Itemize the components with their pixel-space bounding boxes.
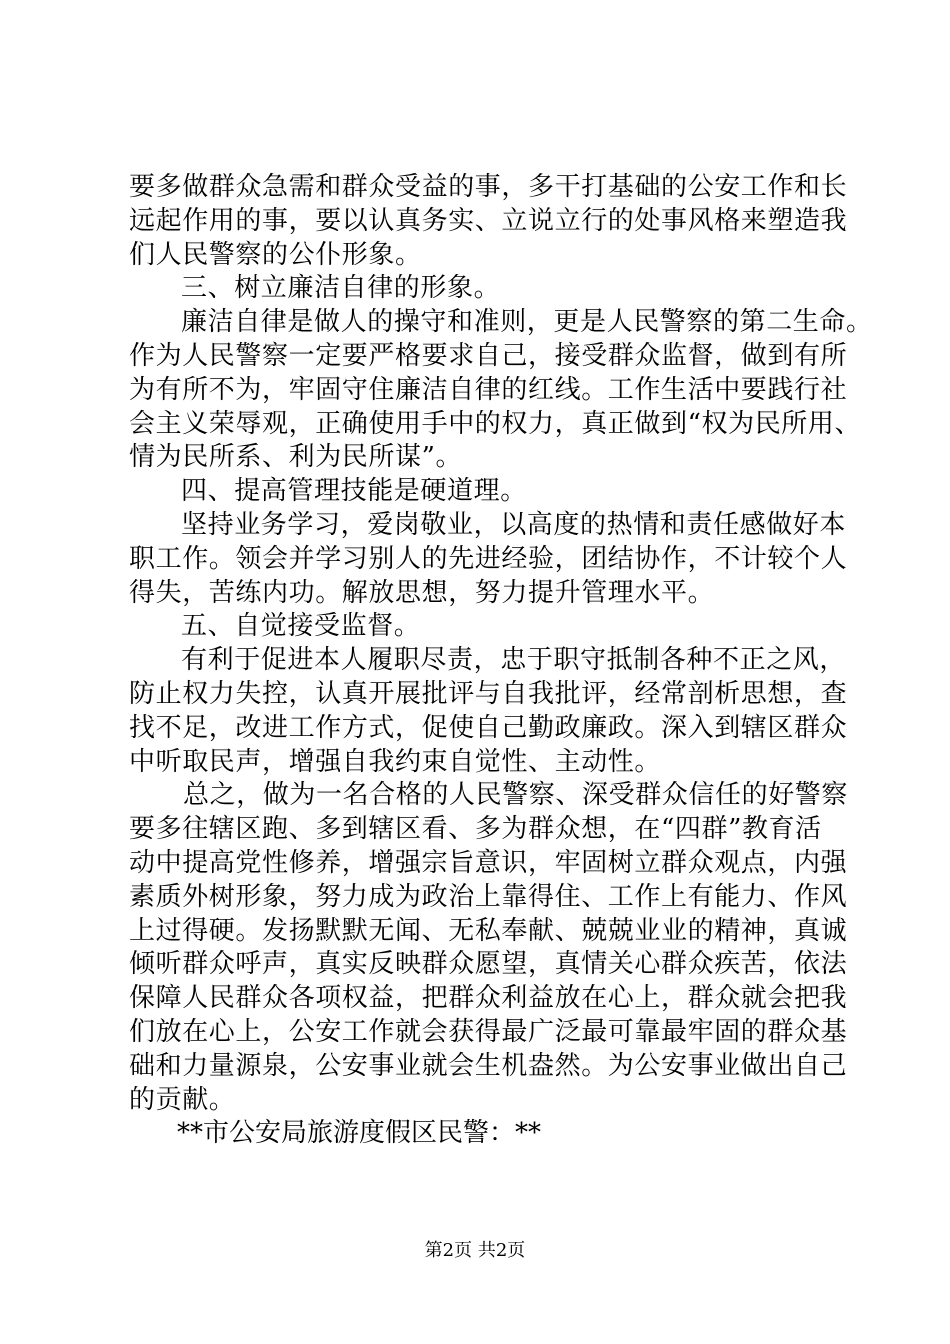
section-heading-4: 四、提高管理技能是硬道理。	[181, 476, 527, 507]
body-line: 上过得硬。发扬默默无闻、无私奉献、兢兢业业的精神，真诚	[129, 915, 848, 946]
body-line: 坚持业务学习，爱岗敬业，以高度的热情和责任感做好本	[181, 509, 847, 540]
body-line: 找不足，改进工作方式，促使自己勤政廉政。深入到辖区群众	[129, 712, 848, 743]
body-line: 作为人民警察一定要严格要求自己，接受群众监督，做到有所	[129, 340, 848, 371]
body-line: 远起作用的事，要以认真务实、立说立行的处事风格来塑造我	[129, 205, 848, 236]
body-line: 得失，苦练内功。解放思想，努力提升管理水平。	[129, 577, 715, 608]
body-line: 廉洁自律是做人的操守和准则，更是人民警察的第二生命。	[181, 307, 873, 338]
section-heading-5: 五、自觉接受监督。	[181, 611, 421, 642]
body-line: 总之，做为一名合格的人民警察、深受群众信任的好警察	[183, 780, 849, 811]
body-line: 素质外树形象，努力成为政治上靠得住、工作上有能力、作风	[129, 881, 848, 912]
body-line: 有利于促进本人履职尽责，忠于职守抵制各种不正之风，	[181, 645, 847, 676]
body-line: 们放在心上，公安工作就会获得最广泛最可靠最牢固的群众基	[129, 1016, 848, 1047]
body-line: 们人民警察的公仆形象。	[129, 239, 422, 270]
body-line: 础和力量源泉，公安事业就会生机盎然。为公安事业做出自己	[129, 1050, 848, 1081]
body-line: 的贡献。	[129, 1084, 236, 1115]
body-line: 职工作。领会并学习别人的先进经验，团结协作，不计较个人	[129, 543, 848, 574]
body-line: 动中提高党性修养，增强宗旨意识，牢固树立群众观点，内强	[129, 847, 848, 878]
body-line: 情为民所系、利为民所谋”。	[129, 442, 463, 473]
section-heading-3: 三、树立廉洁自律的形象。	[181, 273, 501, 304]
body-line: 为有所不为，牢固守住廉洁自律的红线。工作生活中要践行社	[129, 374, 848, 405]
body-line: 要多往辖区跑、多到辖区看、多为群众想，在“四群”教育活	[129, 814, 822, 845]
body-line: 要多做群众急需和群众受益的事，多干打基础的公安工作和长	[129, 172, 848, 202]
body-line: 中听取民声，增强自我约束自觉性、主动性。	[129, 746, 662, 777]
page-footer: 第2页 共2页	[424, 1240, 526, 1261]
body-line: 倾听群众呼声，真实反映群众愿望，真情关心群众疾苦，依法	[129, 949, 848, 980]
body-line: 保障人民群众各项权益，把群众利益放在心上，群众就会把我	[129, 983, 848, 1014]
document-body	[129, 171, 873, 1151]
body-line: 防止权力失控，认真开展批评与自我批评，经常剖析思想，查	[129, 678, 848, 709]
body-line: 会主义荣辱观，正确使用手中的权力，真正做到“权为民所用、	[129, 408, 862, 439]
signature: **市公安局旅游度假区民警：**	[177, 1118, 542, 1149]
